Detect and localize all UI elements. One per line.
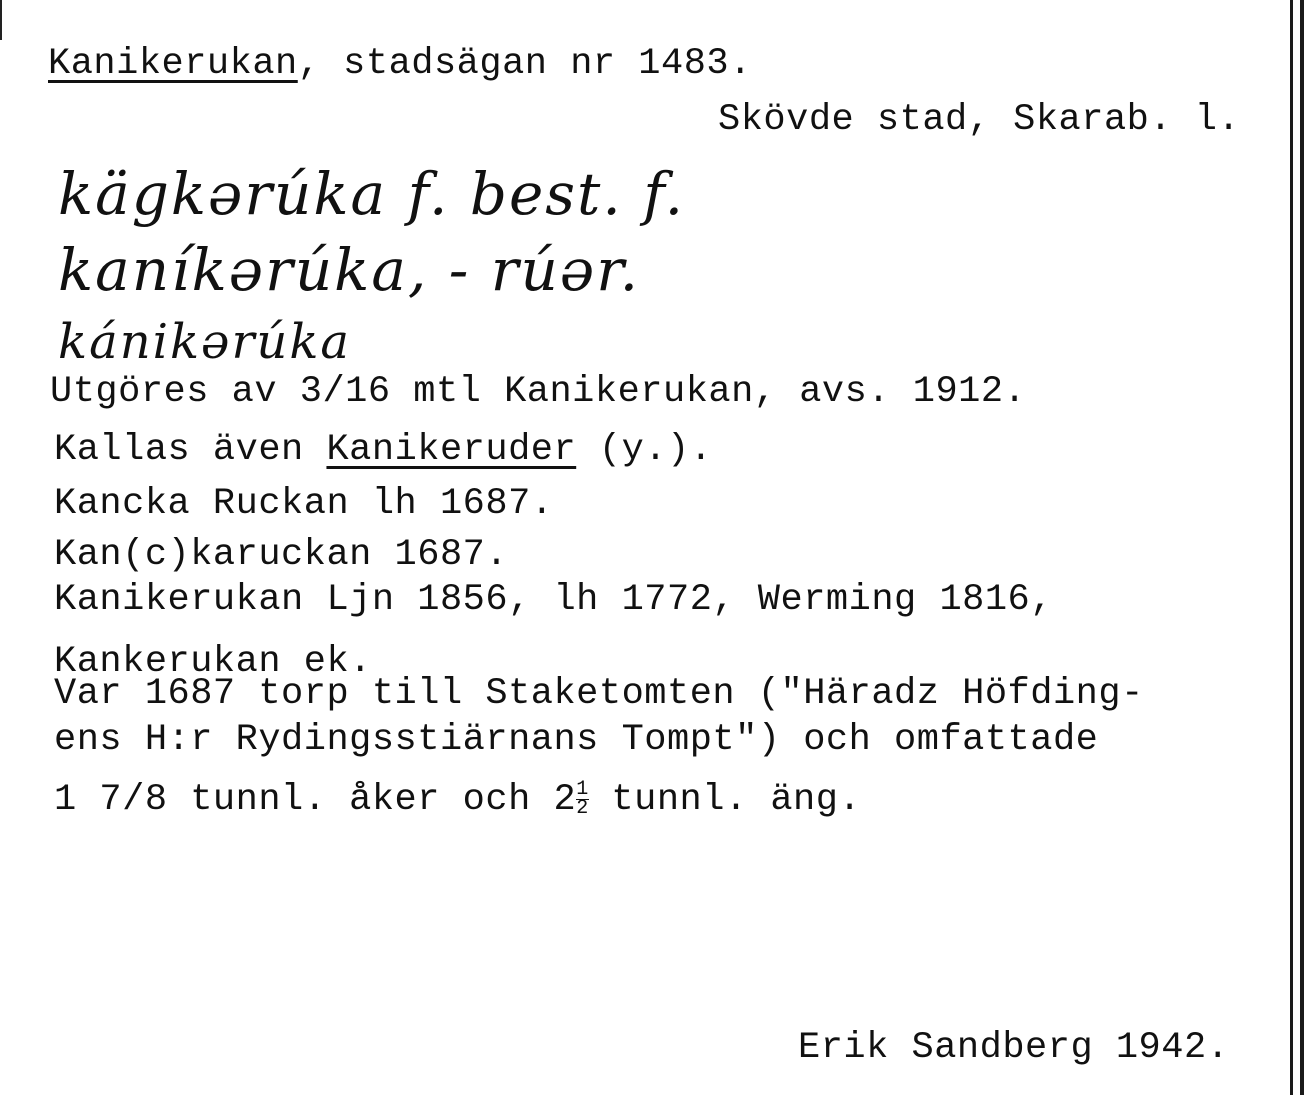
signature: Erik Sandberg 1942. [798,1027,1230,1069]
text-line-kanckaruckan: Kan(c)karuckan 1687. [54,534,509,576]
handwritten-line-3: kánikərúka [58,314,352,370]
text-line-kancka: Kancka Ruckan lh 1687. [54,483,554,525]
text-line-kankerukan: Kankerukan ek. [54,641,372,683]
handwritten-line-2: kaníkərúka, - rúər. [58,236,641,304]
kallas-suffix: (y.). [576,429,713,471]
kallas-name: Kanikeruder [326,429,577,471]
text-line-kallas [54,428,712,472]
half-fraction [576,777,589,820]
header-line [48,42,752,86]
header-name: Kanikerukan [48,43,298,85]
fraction-numerator: 1 [576,777,589,801]
location-line: Skövde stad, Skarab. l. [718,99,1241,141]
text-line-var: Var 1687 torp till Staketomten ("Häradz Höfding- [54,673,1144,715]
tunnl-prefix: 1 7/8 tunnl. åker och 2 [54,779,577,821]
fraction-denominator: 2 [576,796,589,820]
text-line-ljn: Kanikerukan Ljn 1856, lh 1772, Werming 1816, [54,579,1053,621]
card-right-edge [1290,0,1293,1095]
header-rest: , stadsägan nr 1483. [297,43,752,85]
kallas-prefix: Kallas även [54,429,327,471]
handwritten-line-1: kägkərúka f. best. f. [58,160,686,228]
tunnl-suffix: tunnl. äng. [588,779,862,821]
card-right-border [1300,0,1304,1095]
card-left-edge [0,0,2,40]
text-line-ens: ens H:r Rydingsstiärnans Tompt") och omfattade [54,719,1099,761]
text-line-tunnl [54,778,861,822]
text-line-utgores: Utgöres av 3/16 mtl Kanikerukan, avs. 1912. [50,371,1027,413]
